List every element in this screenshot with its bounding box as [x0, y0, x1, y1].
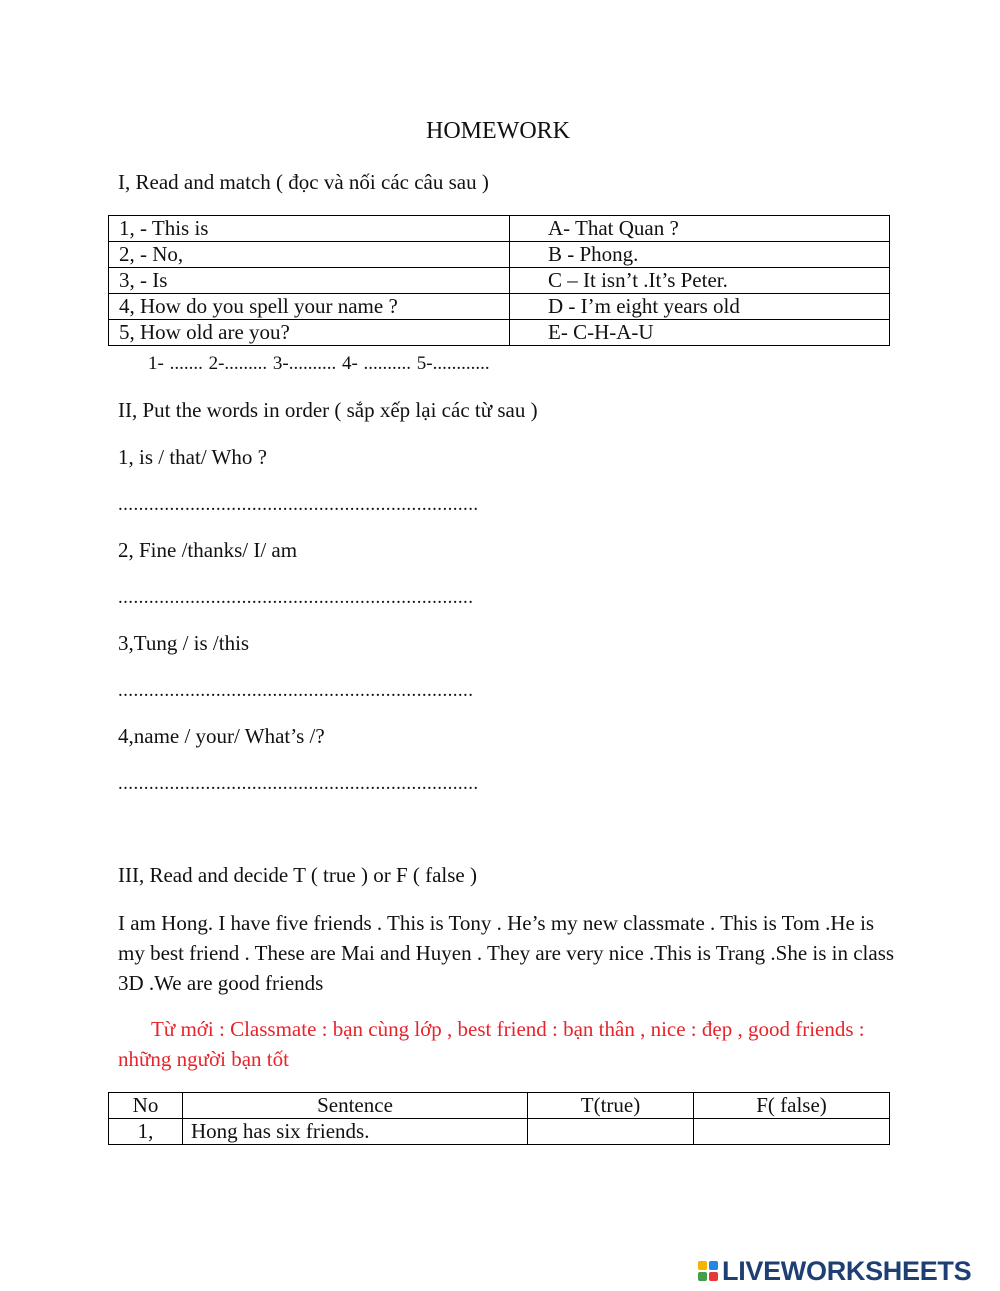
column-header-sentence: Sentence [183, 1093, 528, 1119]
section-2-heading: II, Put the words in order ( sắp xếp lại các từ sau ) [118, 398, 538, 422]
table-header-row [109, 1093, 890, 1119]
match-right-cell: C – It isn’t .It’s Peter. [510, 268, 890, 294]
liveworksheets-logo-icon [698, 1261, 718, 1281]
match-left-cell: 1, - This is [109, 216, 510, 242]
reading-passage: I am Hong. I have five friends . This is Tony . He’s my new classmate . This is Tom .He is my best friend . These are Mai and Huyen . They are very nice .This is Trang .She is in class 3D .We are good friends [118, 911, 895, 995]
match-answer-blanks[interactable]: 1- ....... 2-......... 3-.......... 4- .......... 5-............ [148, 353, 490, 374]
liveworksheets-logo [698, 1256, 971, 1286]
table-row [109, 268, 890, 294]
logo-square [698, 1261, 707, 1270]
logo-text: LIVEWORKSHEETS [722, 1255, 972, 1286]
page-title: HOMEWORK [426, 118, 570, 144]
section-1-heading: I, Read and match ( đọc và nối các câu sau ) [118, 170, 489, 194]
match-right-cell: B - Phong. [510, 242, 890, 268]
order-prompt-1: 1, is / that/ Who ? [118, 445, 267, 469]
section-3-heading: III, Read and decide T ( true ) or F ( false ) [118, 863, 477, 887]
table-row [109, 320, 890, 346]
logo-square [709, 1272, 718, 1281]
logo-square [709, 1261, 718, 1270]
column-header-false: F( false) [694, 1093, 890, 1119]
match-left-cell: 3, - Is [109, 268, 510, 294]
order-answer-blank-4[interactable]: ...................................................................... [118, 773, 479, 794]
true-false-table [108, 1092, 890, 1145]
order-answer-blank-1[interactable]: ...................................................................... [118, 494, 479, 515]
match-right-cell: D - I’m eight years old [510, 294, 890, 320]
true-answer-cell[interactable] [528, 1119, 694, 1145]
row-number-cell: 1, [109, 1119, 183, 1145]
column-header-true: T(true) [528, 1093, 694, 1119]
match-left-cell: 2, - No, [109, 242, 510, 268]
order-answer-blank-2[interactable]: ..................................................................... [118, 587, 474, 608]
order-prompt-2: 2, Fine /thanks/ I/ am [118, 538, 298, 562]
table-row [109, 216, 890, 242]
table-row [109, 294, 890, 320]
match-left-cell: 4, How do you spell your name ? [109, 294, 510, 320]
sentence-cell: Hong has six friends. [183, 1119, 528, 1145]
vocabulary-note [118, 1014, 898, 1074]
table-row [109, 242, 890, 268]
table-row [109, 1119, 890, 1145]
logo-square [698, 1272, 707, 1281]
order-prompt-4: 4,name / your/ What’s /? [118, 724, 325, 748]
match-right-cell: E- C-H-A-U [510, 320, 890, 346]
match-right-cell: A- That Quan ? [510, 216, 890, 242]
false-answer-cell[interactable] [694, 1119, 890, 1145]
match-left-cell: 5, How old are you? [109, 320, 510, 346]
match-table [108, 215, 890, 346]
order-prompt-3: 3,Tung / is /this [118, 631, 250, 655]
vocabulary-text: Từ mới : Classmate : bạn cùng lớp , best friend : bạn thân , nice : đẹp , good friends : những người bạn tốt [118, 1017, 865, 1071]
order-answer-blank-3[interactable]: ..................................................................... [118, 680, 474, 701]
column-header-no: No [109, 1093, 183, 1119]
